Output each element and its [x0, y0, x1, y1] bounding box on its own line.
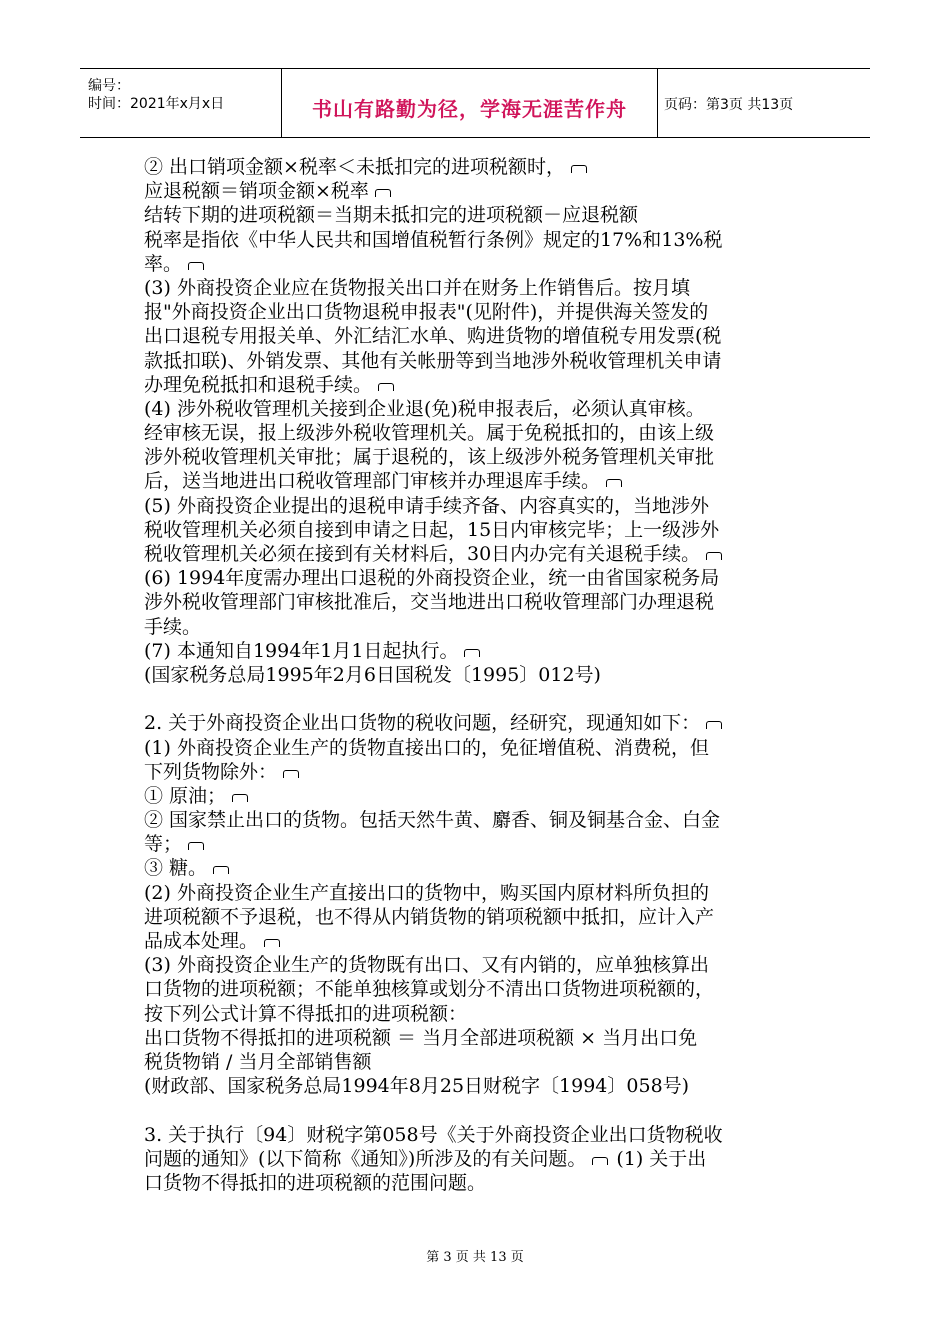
- paragraph-mark-icon: [571, 165, 587, 173]
- text-line-content: ③ 糖。: [144, 857, 208, 880]
- text-line-content: 报"外商投资企业出口货物退税申报表"(见附件)，并提供海关签发的: [144, 301, 709, 324]
- text-line-content: 2. 关于外商投资企业出口货物的税收问题，经研究，现通知如下：: [144, 712, 701, 735]
- text-line: [144, 1147, 814, 1171]
- text-line: [144, 252, 814, 276]
- text-line: [144, 203, 814, 227]
- text-line: [144, 373, 814, 397]
- text-line: [144, 711, 814, 735]
- text-line: [144, 349, 814, 373]
- text-line-content: 手续。: [144, 615, 202, 638]
- text-line: [144, 977, 814, 1001]
- text-line: [144, 832, 814, 856]
- text-line: [144, 808, 814, 832]
- text-line: [144, 663, 814, 687]
- text-line-content: 结转下期的进项税额＝当期未抵扣完的进项税额－应退税额: [144, 204, 639, 227]
- text-line-content: 款抵扣联)、外销发票、其他有关帐册等到当地涉外税收管理机关申请: [144, 349, 722, 372]
- text-line-content: 等；: [144, 833, 183, 856]
- header-motto-cell: [282, 69, 658, 137]
- text-line: [144, 590, 814, 614]
- text-line: [144, 760, 814, 784]
- document-number-label: 编号：: [88, 78, 130, 94]
- text-line: [144, 566, 814, 590]
- text-line-content: (财政部、国家税务总局1994年8月25日财税字〔1994〕058号): [144, 1075, 690, 1098]
- paragraph-mark-icon: [264, 939, 280, 947]
- text-line-content: 下列货物除外：: [144, 760, 278, 783]
- text-line: [144, 300, 814, 324]
- text-line-content: 应退税额＝销项金额×税率: [144, 180, 369, 203]
- text-line-content: 后，送当地进出口税收管理部门审核并办理退库手续。: [144, 470, 601, 493]
- page-header: [80, 68, 870, 138]
- text-line-content: 率。: [144, 252, 183, 275]
- text-line-content: 税率是指依《中华人民共和国增值税暂行条例》规定的17%和13%税: [144, 228, 723, 251]
- text-line: [144, 615, 814, 639]
- text-line: [144, 324, 814, 348]
- header-page-number: 页码：第3页 共13页: [664, 97, 794, 113]
- paragraph-mark-icon: [232, 794, 248, 802]
- text-line-content: ② 出口销项金额×税率＜未抵扣完的进项税额时，: [144, 156, 565, 178]
- paragraph-mark-icon: [378, 383, 394, 391]
- text-line-content: (3) 外商投资企业应在货物报关出口并在财务上作销售后。按月填: [144, 276, 690, 299]
- header-page-cell: [658, 69, 870, 137]
- paragraph-mark-icon: [706, 721, 722, 729]
- text-line-content: 办理免税抵扣和退税手续。: [144, 373, 373, 396]
- text-line: [144, 276, 814, 300]
- paragraph-mark-icon: [706, 552, 722, 560]
- text-line: [144, 784, 814, 808]
- text-line-content: (5) 外商投资企业提出的退税申请手续齐备、内容真实的，当地涉外: [144, 494, 709, 517]
- text-line: [144, 518, 814, 542]
- text-line: [144, 929, 814, 953]
- text-line-content: (2) 外商投资企业生产直接出口的货物中，购买国内原材料所负担的: [144, 881, 709, 904]
- text-line-content: 税货物销 / 当月全部销售额: [144, 1050, 372, 1073]
- blank-line: [144, 687, 814, 711]
- text-line: [144, 953, 814, 977]
- paragraph-mark-icon: [213, 866, 229, 874]
- text-line: [144, 445, 814, 469]
- paragraph-mark-icon: [188, 262, 204, 270]
- text-line: [144, 856, 814, 880]
- text-line: [144, 736, 814, 760]
- blank-line: [144, 1098, 814, 1122]
- paragraph-mark-icon: [592, 1157, 608, 1165]
- text-line-content: 出口退税专用报关单、外汇结汇水单、购进货物的增值税专用发票(税: [144, 325, 722, 348]
- text-line: [144, 905, 814, 929]
- text-line: [144, 494, 814, 518]
- text-line-content: 涉外税收管理机关审批；属于退税的，该上级涉外税务管理机关审批: [144, 446, 715, 469]
- paragraph-mark-icon: [464, 649, 480, 657]
- text-line: [144, 1002, 814, 1026]
- text-line: [144, 1123, 814, 1147]
- text-line-content: (7) 本通知自1994年1月1日起执行。: [144, 639, 459, 662]
- header-motto: 书山有路勤为径，学海无涯苦作舟: [312, 97, 627, 121]
- text-line: [144, 1074, 814, 1098]
- text-line-content: 品成本处理。: [144, 930, 259, 952]
- text-line-content: ① 原油；: [144, 784, 227, 807]
- paragraph-mark-icon: [375, 189, 391, 197]
- document-time-label: 时间：2021年x月x日: [88, 96, 225, 112]
- text-line: [144, 1026, 814, 1050]
- text-line-content: 按下列公式计算不得抵扣的进项税额：: [144, 1002, 468, 1025]
- text-line-content: 问题的通知》(以下简称《通知》)所涉及的有关问题。: [144, 1147, 587, 1170]
- text-line-content: (1) 外商投资企业生产的货物直接出口的，免征增值税、消费税，但: [144, 736, 709, 759]
- page-footer: 第 3 页 共 13 页: [426, 1250, 524, 1265]
- text-line: [144, 469, 814, 493]
- text-line-content: (国家税务总局1995年2月6日国税发〔1995〕012号): [144, 663, 601, 686]
- paragraph-mark-icon: [283, 770, 299, 778]
- text-line-continuation: (1) 关于出: [616, 1147, 707, 1170]
- text-line: [144, 542, 814, 566]
- text-line: [144, 881, 814, 905]
- text-line-content: 进项税额不予退税，也不得从内销货物的销项税额中抵扣，应计入产: [144, 905, 715, 928]
- text-line-content: (6) 1994年度需办理出口退税的外商投资企业，统一由省国家税务局: [144, 567, 720, 590]
- text-line: [144, 421, 814, 445]
- text-line: [144, 397, 814, 421]
- text-line-content: 税收管理机关必须在接到有关材料后，30日内办完有关退税手续。: [144, 543, 701, 565]
- document-body: [144, 155, 814, 1195]
- text-line-content: 3. 关于执行〔94〕财税字第058号《关于外商投资企业出口货物税收: [144, 1123, 723, 1146]
- text-line: [144, 1171, 814, 1195]
- text-line-content: 经审核无误，报上级涉外税收管理机关。属于免税抵扣的，由该上级: [144, 422, 715, 445]
- text-line: [144, 155, 814, 179]
- header-info-cell: [80, 69, 282, 137]
- text-line-content: (3) 外商投资企业生产的货物既有出口、又有内销的，应单独核算出: [144, 954, 709, 977]
- text-line-content: (4) 涉外税收管理机关接到企业退(免)税申报表后，必须认真审核。: [144, 397, 705, 420]
- text-line: [144, 179, 814, 203]
- text-line-content: 涉外税收管理部门审核批准后，交当地进出口税收管理部门办理退税: [144, 591, 715, 614]
- text-line-content: 口货物的进项税额；不能单独核算或划分不清出口货物进项税额的，: [144, 978, 715, 1001]
- text-line-content: ② 国家禁止出口的货物。包括天然牛黄、麝香、铜及铜基合金、白金: [144, 809, 721, 832]
- text-line-content: 税收管理机关必须自接到申请之日起，15日内审核完毕；上一级涉外: [144, 518, 720, 541]
- text-line: [144, 1050, 814, 1074]
- text-line-content: 出口货物不得抵扣的进项税额 ＝ 当月全部进项税额 × 当月出口免: [144, 1026, 698, 1049]
- paragraph-mark-icon: [188, 842, 204, 850]
- text-line: [144, 639, 814, 663]
- text-line: [144, 228, 814, 252]
- paragraph-mark-icon: [606, 479, 622, 487]
- text-line-content: 口货物不得抵扣的进项税额的范围问题。: [144, 1171, 487, 1194]
